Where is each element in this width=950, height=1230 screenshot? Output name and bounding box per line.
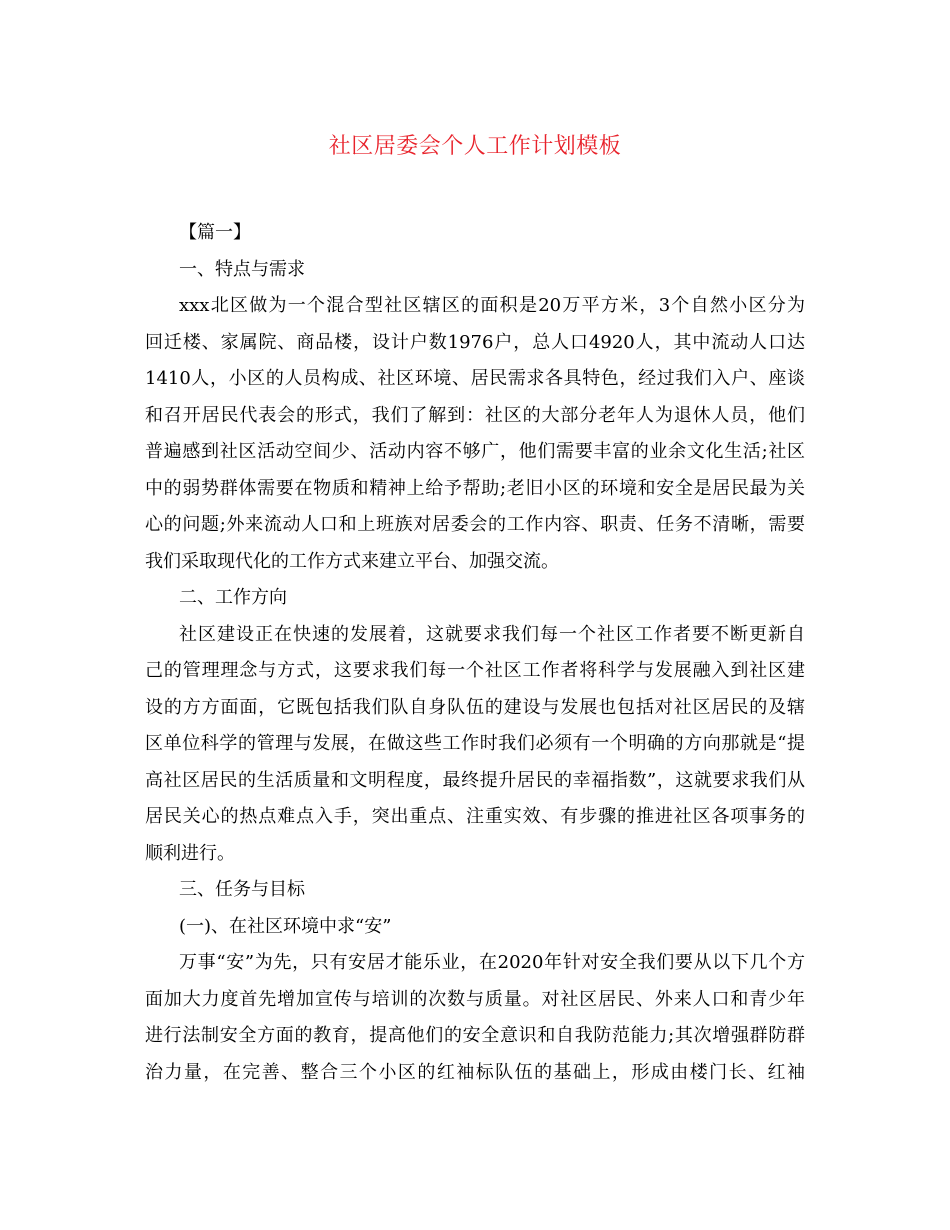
paragraph-3 <box>145 945 805 1091</box>
heading-2: 二、工作方向 <box>179 587 287 608</box>
paragraph-line: 顺利进行。 <box>145 842 235 864</box>
paragraph-1 <box>145 288 805 580</box>
paragraph-line: 进行法制安全方面的教育，提高他们的安全意识和自我防范能力;其次增强群防群 <box>145 1025 805 1046</box>
paragraph-line: 回迁楼、家属院、商品楼，设计户数1976户，总人口4920人，其中流动人口达 <box>145 331 805 353</box>
paragraph-2 <box>145 617 805 873</box>
heading-3: 三、任务与目标 <box>179 879 305 900</box>
paragraph-line: 己的管理理念与方式，这要求我们每一个社区工作者将科学与发展融入到社区建 <box>145 660 805 681</box>
document-title: 社区居委会个人工作计划模板 <box>328 134 622 159</box>
paragraph-line: 面加大力度首先增加宣传与培训的次数与质量。对社区居民、外来人口和青少年 <box>145 988 805 1010</box>
paragraph-line: 心的问题;外来流动人口和上班族对居委会的工作内容、职责、任务不清晰，需要 <box>145 514 805 535</box>
paragraph-line: 和召开居民代表会的形式，我们了解到：社区的大部分老年人为退休人员，他们 <box>145 404 805 426</box>
subheading-3-1: (一)、在社区环境中求“安” <box>179 915 392 937</box>
paragraph-line: 我们采取现代化的工作方式来建立平台、加强交流。 <box>145 550 559 572</box>
paragraph-line: 社区建设正在快速的发展着，这就要求我们每一个社区工作者要不断更新自 <box>179 623 805 645</box>
paragraph-line: 中的弱势群体需要在物质和精神上给予帮助;老旧小区的环境和安全是居民最为关 <box>145 477 805 499</box>
heading-1: 一、特点与需求 <box>179 258 305 280</box>
paragraph-line: 高社区居民的生活质量和文明程度，最终提升居民的幸福指数”，这就要求我们从 <box>145 769 805 791</box>
paragraph-line: 居民关心的热点难点入手，突出重点、注重实效、有步骤的推进社区各项事务的 <box>145 806 805 827</box>
paragraph-line: 万事“安”为先，只有安居才能乐业，在2020年针对安全我们要从以下几个方 <box>179 952 805 973</box>
section-label: 【篇一】 <box>179 222 251 243</box>
paragraph-line: 区单位科学的管理与发展，在做这些工作时我们必须有一个明确的方向那就是“提 <box>145 733 805 754</box>
paragraph-line: 普遍感到社区活动空间少、活动内容不够广，他们需要丰富的业余文化生活;社区 <box>145 441 805 462</box>
paragraph-line: 1410人，小区的人员构成、社区环境、居民需求各具特色，经过我们入户、座谈 <box>145 368 805 389</box>
document-body <box>145 215 805 1091</box>
paragraph-line: 治力量，在完善、整合三个小区的红袖标队伍的基础上，形成由楼门长、红袖 <box>145 1061 805 1083</box>
paragraph-line: xxx北区做为一个混合型社区辖区的面积是20万平方米，3个自然小区分为 <box>179 295 805 316</box>
paragraph-line: 设的方方面面，它既包括我们队自身队伍的建设与发展也包括对社区居民的及辖 <box>145 696 805 718</box>
